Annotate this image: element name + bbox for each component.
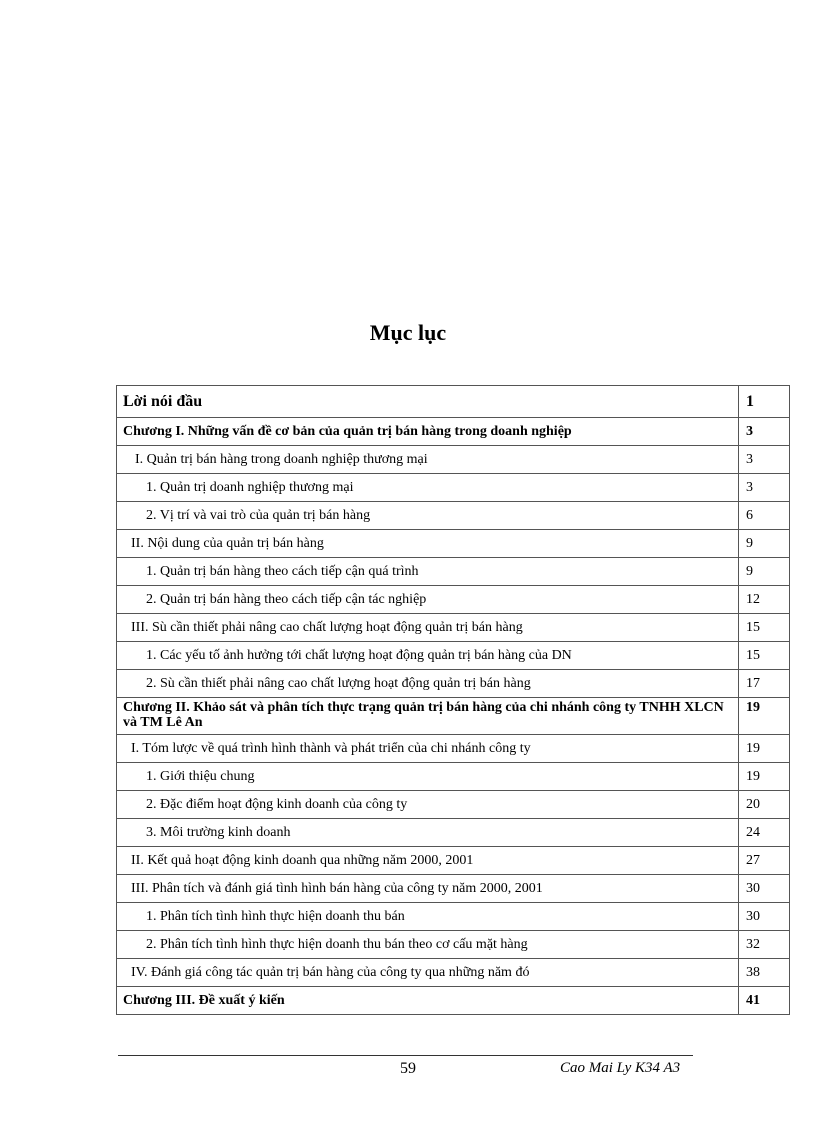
toc-entry-page: 1 xyxy=(739,386,790,418)
toc-entry-page: 6 xyxy=(739,502,790,530)
toc-entry-page: 9 xyxy=(739,558,790,586)
toc-entry-page: 32 xyxy=(739,931,790,959)
toc-entry-page: 38 xyxy=(739,959,790,987)
footer-page-number: 59 xyxy=(400,1060,416,1077)
toc-entry-text: 3. Môi trường kinh doanh xyxy=(117,819,739,847)
footer-divider xyxy=(118,1055,693,1056)
toc-entry-page: 3 xyxy=(739,474,790,502)
toc-entry-text: 1. Phân tích tình hình thực hiện doanh thu bán xyxy=(117,903,739,931)
toc-entry-text: 1. Quản trị doanh nghiệp thương mại xyxy=(117,474,739,502)
toc-entry-text: 2. Sù cần thiết phải nâng cao chất lượng hoạt động quản trị bán hàng xyxy=(117,670,739,698)
toc-entry-text: 1. Quản trị bán hàng theo cách tiếp cận quá trình xyxy=(117,558,739,586)
toc-entry-page: 24 xyxy=(739,819,790,847)
toc-entry-page: 15 xyxy=(739,642,790,670)
toc-entry-text: 2. Quản trị bán hàng theo cách tiếp cận tác nghiệp xyxy=(117,586,739,614)
toc-row xyxy=(117,735,790,763)
toc-entry-page: 9 xyxy=(739,530,790,558)
toc-row xyxy=(117,791,790,819)
toc-entry-text: II. Nội dung của quản trị bán hàng xyxy=(117,530,739,558)
toc-entry-text: I. Tóm lược về quá trình hình thành và phát triển của chi nhánh công ty xyxy=(117,735,739,763)
toc-entry-text: II. Kết quả hoạt động kinh doanh qua những năm 2000, 2001 xyxy=(117,847,739,875)
toc-row xyxy=(117,931,790,959)
toc-entry-text: IV. Đánh giá công tác quản trị bán hàng của công ty qua những năm đó xyxy=(117,959,739,987)
toc-entry-text: 2. Phân tích tình hình thực hiện doanh thu bán theo cơ cấu mặt hàng xyxy=(117,931,739,959)
toc-row xyxy=(117,875,790,903)
toc-row xyxy=(117,446,790,474)
toc-entry-text: 1. Các yếu tố ảnh hưởng tới chất lượng hoạt động quản trị bán hàng của DN xyxy=(117,642,739,670)
toc-entry-text: 2. Đặc điểm hoạt động kinh doanh của công ty xyxy=(117,791,739,819)
toc-entry-text: I. Quản trị bán hàng trong doanh nghiệp thương mại xyxy=(117,446,739,474)
toc-row xyxy=(117,959,790,987)
toc-entry-text: Chương III. Đề xuất ý kiến xyxy=(117,987,739,1015)
toc-entry-page: 30 xyxy=(739,875,790,903)
toc-entry-page: 19 xyxy=(739,735,790,763)
toc-entry-page: 19 xyxy=(739,698,790,735)
toc-entry-text: 2. Vị trí và vai trò của quản trị bán hàng xyxy=(117,502,739,530)
toc-entry-text: Chương I. Những vấn đề cơ bản của quản trị bán hàng trong doanh nghiệp xyxy=(117,418,739,446)
toc-row xyxy=(117,642,790,670)
toc-entry-page: 20 xyxy=(739,791,790,819)
toc-row xyxy=(117,530,790,558)
page-title: Mục lục xyxy=(369,320,447,345)
table-of-contents xyxy=(116,385,790,1015)
toc-entry-page: 15 xyxy=(739,614,790,642)
toc-entry-text: III. Sù cần thiết phải nâng cao chất lượng hoạt động quản trị bán hàng xyxy=(117,614,739,642)
toc-entry-text: III. Phân tích và đánh giá tình hình bán hàng của công ty năm 2000, 2001 xyxy=(117,875,739,903)
toc-entry-text: 1. Giới thiệu chung xyxy=(117,763,739,791)
toc-row xyxy=(117,586,790,614)
toc-entry-page: 17 xyxy=(739,670,790,698)
toc-row xyxy=(117,698,790,735)
footer-author: Cao Mai Ly K34 A3 xyxy=(560,1060,681,1076)
toc-entry-text: Lời nói đầu xyxy=(117,386,739,418)
toc-row xyxy=(117,614,790,642)
toc-row xyxy=(117,763,790,791)
toc-entry-page: 41 xyxy=(739,987,790,1015)
toc-row xyxy=(117,558,790,586)
toc-entry-page: 19 xyxy=(739,763,790,791)
toc-entry-page: 27 xyxy=(739,847,790,875)
toc-row xyxy=(117,386,790,418)
toc-row xyxy=(117,847,790,875)
toc-entry-page: 3 xyxy=(739,418,790,446)
toc-row xyxy=(117,987,790,1015)
toc-entry-page: 3 xyxy=(739,446,790,474)
toc-entry-text: Chương II. Khảo sát và phân tích thực trạng quản trị bán hàng của chi nhánh công ty TNHH XLCN và TM Lê An xyxy=(117,698,739,735)
toc-row xyxy=(117,418,790,446)
toc-entry-page: 12 xyxy=(739,586,790,614)
toc-row xyxy=(117,903,790,931)
toc-row xyxy=(117,670,790,698)
toc-entry-page: 30 xyxy=(739,903,790,931)
toc-row xyxy=(117,819,790,847)
toc-row xyxy=(117,474,790,502)
toc-row xyxy=(117,502,790,530)
